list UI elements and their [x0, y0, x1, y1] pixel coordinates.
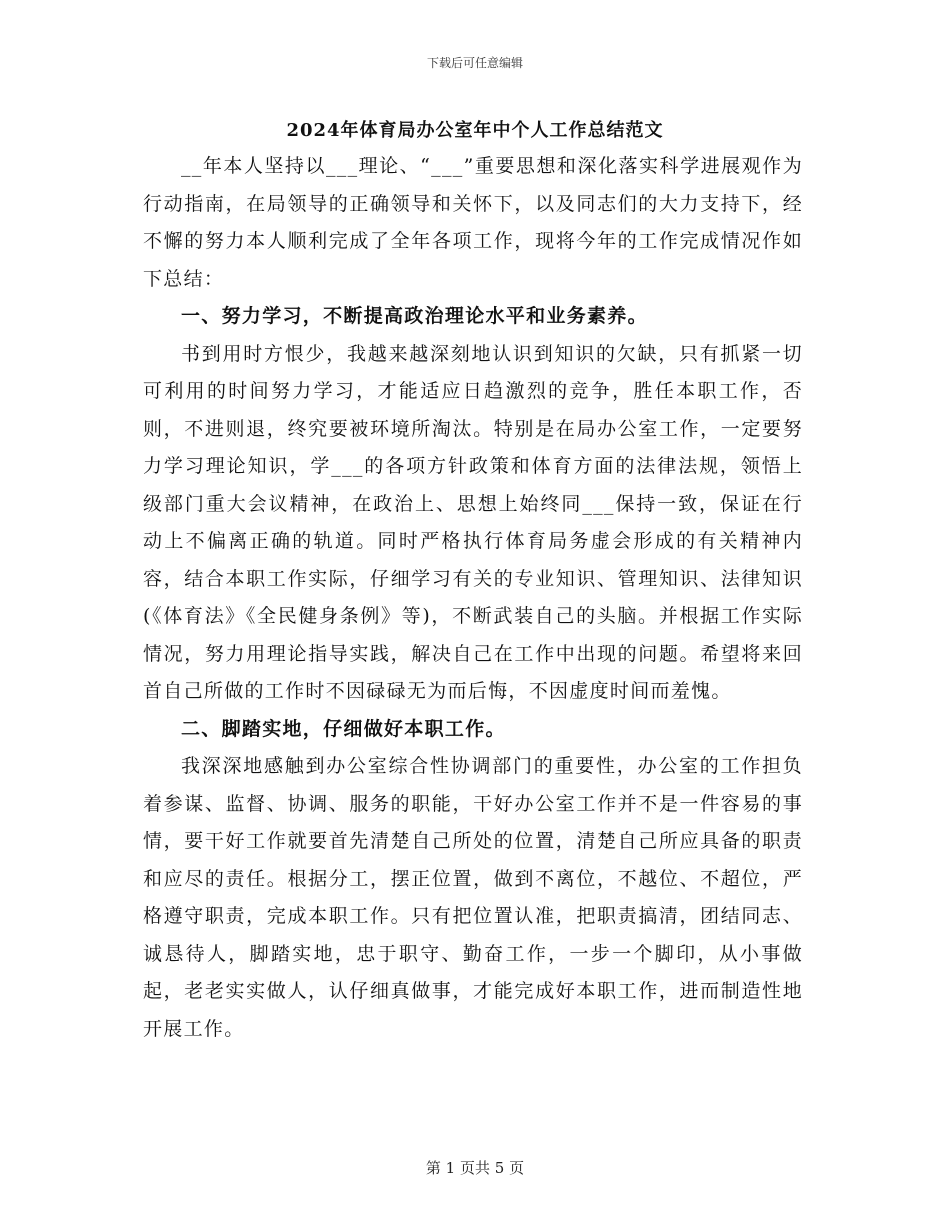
- section-heading-2: 二、脚踏实地，仔细做好本职工作。: [181, 717, 506, 740]
- page-footer: 第 1 页共 5 页: [425, 1159, 525, 1177]
- section-heading-1: 一、努力学习，不断提高政治理论水平和业务素养。: [181, 305, 648, 327]
- document-body: [143, 148, 803, 1048]
- intro-paragraph: __年本人坚持以___理论、“___”重要思想和深化落实科学进展观作为行动指南，在局领导的正确领导和关怀下，以及同志们的大力支持下，经不懈的努力本人顺利完成了全年各项工作，现将今年的工作完成情况作如下总结：: [143, 155, 803, 290]
- header-note: 下载后可任意编辑: [426, 56, 523, 70]
- section-2-paragraph: 我深深地感触到办公室综合性协调部门的重要性，办公室的工作担负着参谋、监督、协调、服务的职能，干好办公室工作并不是一件容易的事情，要干好工作就要首先清楚自己所处的位置，清楚自己所应具备的职责和应尽的责任。根据分工，摆正位置，做到不离位，不越位、不超位，严格遵守职责，完成本职工作。只有把位置认准，把职责搞清，团结同志、诚恳待人，脚踏实地，忠于职守、勤奋工作，一步一个脚印，从小事做起，老老实实做人，认仔细真做事，才能完成好本职工作，进而制造性地开展工作。: [143, 755, 803, 1040]
- section-1-paragraph: 书到用时方恨少，我越来越深刻地认识到知识的欠缺，只有抓紧一切可利用的时间努力学习，才能适应日趋激烈的竞争，胜任本职工作，否则，不进则退，终究要被环境所淘汰。特别是在局办公室工作，一定要努力学习理论知识，学___的各项方针政策和体育方面的法律法规，领悟上级部门重大会议精神，在政治上、思想上始终同___保持一致，保证在行动上不偏离正确的轨道。同时严格执行体育局务虚会形成的有关精神内容，结合本职工作实际，仔细学习有关的专业知识、管理知识、法律知识(《体育法》《全民健身条例》等)，不断武装自己的头脑。并根据工作实际情况，努力用理论指导实践，解决自己在工作中出现的问题。希望将来回首自己所做的工作时不因碌碌无为而后悔，不因虚度时间而羞愧。: [143, 342, 803, 702]
- document-title: 2024年体育局办公室年中个人工作总结范文: [286, 120, 664, 141]
